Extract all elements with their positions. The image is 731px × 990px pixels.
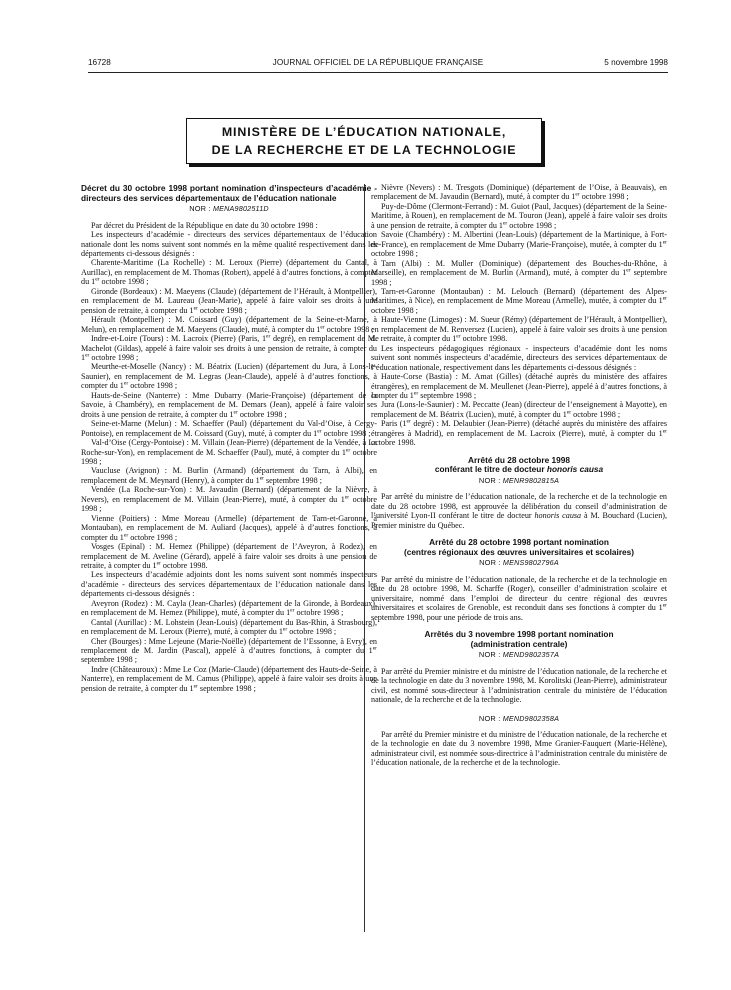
paragraph: Cantal (Aurillac) : M. Lohstein (Jean-Louis) (département du Bas-Rhin, à Strasbourg), en remplacement de M. Leroux (Pierre), muté, à compter du 1er octobre 1998 ;	[81, 617, 377, 637]
page-header	[88, 58, 668, 72]
paragraph: Jura (Lons-le-Saunier) : M. Peccatte (Jean) (directeur de l’enseignement à Mayotte), en remplacement de M. Béatrix (Lucien), muté, à compter du 1er octobre 1998 ;	[371, 400, 667, 419]
arrete-title: Arrêtés du 3 novembre 1998 portant nomination	[424, 629, 614, 640]
paragraph: Les inspecteurs d’académie - directeurs des services départementaux de l’éducation nationale dont les noms suivent sont nommés en la même qualité respectivement dans les départements ci-dessous désignés :	[81, 230, 377, 258]
decret-nor	[81, 204, 377, 213]
paragraph: Tarn-et-Garonne (Montauban) : M. Lelouch (Bernard) (département des Alpes-Maritimes, à Nice), en remplacement de Mme Moreau (Armelle), mutée, à compter du 1er octobre 1998 ;	[371, 286, 667, 315]
ministry-line-2: DE LA RECHERCHE ET DE LA TECHNOLOGIE	[211, 143, 517, 157]
paragraph: Par décret du Président de la République en date du 30 octobre 1998 :	[91, 220, 318, 230]
paragraph: Cher (Bourges) : Mme Lejeune (Marie-Noëlle) (département de l’Essonne, à Evry), en remplacement de M. Jardin (Pascal), appelé à d’autres fonctions, à compter du 1er septembre 1998 ;	[81, 636, 377, 665]
nor-ref: MENR9802815A	[502, 475, 560, 485]
paragraph: Indre (Châteauroux) : Mme Le Coz (Marie-Claude) (département des Hauts-de-Seine, à Nanterre), en remplacement de M. Camus (Philippe), appelé à faire valoir ses droits à une pension de retraite, à compter du 1er septembre 1998 ;	[81, 664, 377, 693]
ministry-heading	[186, 118, 542, 164]
arrete-subtitle: conférant le titre de docteur honoris causa	[434, 464, 604, 475]
paragraph: Par arrêté du Premier ministre et du ministre de l’éducation nationale, de la recherche et de la technologie en date du 3 novembre 1998, M. Korolitski (Jean-Pierre), administrateur civil, est nommé sous-directeur à l’administration centrale du ministère de l’éducation nationale, de la recherche et de la technologie.	[371, 666, 667, 705]
paragraph: Puy-de-Dôme (Clermont-Ferrand) : M. Guiot (Paul, Jacques) (département de la Seine-Maritime, à Rouen), en remplacement de M. Touron (Jean), appelé à faire valoir ses droits à une pension de retraite, à compter du 1er octobre 1998 ;	[371, 201, 667, 230]
nor-ref: MEND9802358A	[502, 713, 560, 723]
page-number: 16728	[88, 58, 111, 67]
nor-ref: MEND9802357A	[502, 650, 560, 660]
paragraph: Hauts-de-Seine (Nanterre) : Mme Dubarry (Marie-Françoise) (département de la Savoie, à Chambéry), en remplacement de M. Demars (Jean), appelé à faire valoir ses droits à une pension de retraite, à compter du 1er octobre 1998 ;	[81, 390, 377, 419]
arrete-nor: NOR : MEND9802357A	[478, 650, 560, 660]
paragraph: Gironde (Bordeaux) : M. Maeyens (Claude) (département de l’Hérault, à Montpellier), en remplacement de M. Laureau (Jean-Marie), appelé à faire valoir ses droits à une pension de retraite, à compter du 1er octobre 1998 ;	[81, 286, 377, 315]
nor-label: NOR :	[189, 204, 211, 214]
paragraph: Par arrêté du Premier ministre et du ministre de l’éducation nationale, de la recherche et de la technologie en date du 3 novembre 1998, Mme Granier-Fauquert (Marie-Hélène), administrateur civil, est nommée sous-directrice à l’administration centrale du ministère de l’éducation nationale, de la recherche et de la technologie.	[371, 729, 667, 768]
paragraph: Haute-Vienne (Limoges) : M. Sueur (Rémy) (département de l’Hérault, à Montpellier), en remplacement de M. Renversez (Lucien), appelé à faire valoir ses droits à une pension de retraite, à compter du 1er octobre 1998.	[371, 315, 667, 344]
journal-title: JOURNAL OFFICIEL DE LA RÉPUBLIQUE FRANÇAISE	[272, 58, 484, 67]
paragraph: Les inspecteurs pédagogiques régionaux - inspecteurs d’académie dont les noms suivent sont nommés inspecteurs d’académie, directeurs des services départementaux de l’éducation nationale, respectivement dans les départements ci-dessous désignés :	[371, 343, 667, 372]
arrete-title: Arrêté du 28 octobre 1998 portant nomination	[429, 537, 609, 548]
paragraph: Par arrêté du ministre de l’éducation nationale, de la recherche et de la technologie en date du 28 octobre 1998, M. Scharffe (Roger), conseiller d’administration scolaire et universitaire, nommé dans l’emploi de directeur du centre régional des œuvres universitaires et scolaires de Grenoble, est reconduit dans ses fonctions à compter du 1er septembre 1998, pour une période de trois ans.	[371, 574, 667, 622]
arrete-nor: NOR : MENS9802796A	[479, 558, 559, 568]
paragraph: Vosges (Epinal) : M. Hemez (Philippe) (département de l’Aveyron, à Rodez), en remplacement de M. Aveline (Gérard), appelé à faire valoir ses droits à une pension de retraite, à compter du 1er octobre 1998.	[81, 542, 377, 570]
header-rule	[88, 72, 668, 73]
left-column	[81, 184, 377, 693]
paragraph: Vaucluse (Avignon) : M. Burlin (Armand) (département du Tarn, à Albi), en remplacement de M. Meynard (Henry), à compter du 1er septembre 1998 ;	[81, 466, 377, 485]
paragraph: Haute-Corse (Bastia) : M. Amat (Gilles) (détaché auprès du ministère des affaires étrangères), en remplacement de M. Meullenet (Jean-Pierre), appelé à d’autres fonctions, à compter du 1er septembre 1998 ;	[371, 372, 667, 400]
nor-ref: MENS9802796A	[502, 558, 559, 568]
paragraph: Par arrêté du ministre de l’éducation nationale, de la recherche et de la technologie en date du 28 octobre 1998, est approuvée la délibération du conseil d’administration de l’université Lyon-II conférant le titre de docteur honoris causa à M. Bouchard (Lucien), Premier ministre du Québec.	[371, 492, 667, 530]
paragraph: Vendée (La Roche-sur-Yon) : M. Javaudin (Bernard) (département de la Nièvre, à Nevers), en remplacement de M. Villain (Jean-Pierre), muté, à compter du 1er octobre 1998 ;	[81, 485, 377, 514]
paragraph: Indre-et-Loire (Tours) : M. Lacroix (Pierre) (Paris, 1er degré), en remplacement de M. Machelot (Gildas), appelé à faire valoir ses droits à une pension de retraite, à compter du 1er octobre 1998 ;	[81, 333, 377, 362]
arrete-nor: NOR : MENR9802815A	[478, 475, 560, 485]
ministry-line-1: MINISTÈRE DE L’ÉDUCATION NATIONALE,	[221, 125, 507, 139]
paragraph: Savoie (Chambéry) : M. Albertini (Jean-Louis) (département de la Martinique, à Fort-de-France), en remplacement de Mme Dubarry (Marie-Françoise), mutée, à compter du 1er octobre 1998 ;	[371, 230, 667, 259]
issue-date: 5 novembre 1998	[604, 58, 668, 67]
paragraph: Paris (1er degré) : M. Delaubier (Jean-Pierre) (détaché auprès du ministère des affaires étrangères à Madrid), en remplacement de M. Lacroix (Pierre), muté, à compter du 1er octobre 1998.	[371, 418, 667, 448]
paragraph: Vienne (Poitiers) : Mme Moreau (Armelle) (département de Tarn-et-Garonne, à Montauban), en remplacement de M. Auliard (Jacques), appelé à d’autres fonctions, à compter du 1er octobre 1998 ;	[81, 513, 377, 542]
right-column	[371, 183, 667, 768]
paragraph: Seine-et-Marne (Melun) : M. Schaeffer (Paul) (département du Val-d’Oise, à Cergy-Pontoise), en remplacement de M. Coissard (Guy), muté, à compter du 1er octobre 1998 ;	[81, 419, 377, 438]
arrete-subtitle: (centres régionaux des œuvres universitaires et scolaires)	[403, 546, 635, 557]
paragraph: Val-d’Oise (Cergy-Pontoise) : M. Villain (Jean-Pierre) (département de la Vendée, à La Roche-sur-Yon), en remplacement de M. Schaeffer (Paul), muté, à compter du 1er octobre 1998 ;	[81, 438, 377, 466]
paragraph: Nièvre (Nevers) : M. Tresgots (Dominique) (département de l’Oise, à Beauvais), en remplacement de M. Javaudin (Bernard), muté, à compter du 1er octobre 1998 ;	[371, 183, 667, 202]
paragraph: Les inspecteurs d’académie adjoints dont les noms suivent sont nommés inspecteurs d’académie - directeurs des services départementaux de l’éducation nationale dans les départements ci-dessous désignés :	[81, 570, 377, 599]
nor-ref: MENA9802511D	[212, 204, 269, 214]
paragraph: Aveyron (Rodez) : M. Cayla (Jean-Charles) (département de la Gironde, à Bordeaux), en remplacement de M. Hemez (Philippe), muté, à compter du 1er octobre 1998 ;	[81, 598, 377, 618]
paragraph: Meurthe-et-Moselle (Nancy) : M. Béatrix (Lucien) (département du Jura, à Lons-le-Saunier), en remplacement de M. Legras (Jean-Claude), appelé à d’autres fonctions, à compter du 1er octobre 1998 ;	[81, 362, 377, 391]
arrete-title: Arrêté du 28 octobre 1998	[468, 454, 570, 465]
arrete-subtitle: (administration centrale)	[470, 638, 568, 649]
decret-title: Décret du 30 octobre 1998 portant nomination d’inspecteurs d’académie - directeurs des services départementaux de l’éducation nationale	[81, 183, 377, 203]
paragraph: Hérault (Montpellier) : M. Coissard (Guy) (département de la Seine-et-Marne, à Melun), en remplacement de M. Maeyens (Claude), muté, à compter du 1er octobre 1998 ;	[81, 315, 377, 334]
paragraph: Charente-Maritime (La Rochelle) : M. Leroux (Pierre) (département du Cantal, à Aurillac), en remplacement de M. Thomas (Robert), appelé à d’autres fonctions, à compter du 1er octobre 1998 ;	[81, 258, 377, 287]
arrete-nor: NOR : MEND9802358A	[478, 713, 560, 723]
paragraph: Tarn (Albi) : M. Muller (Dominique) (département des Bouches-du-Rhône, à Marseille), en remplacement de M. Burlin (Armand), muté, à compter du 1er septembre 1998 ;	[371, 258, 667, 287]
